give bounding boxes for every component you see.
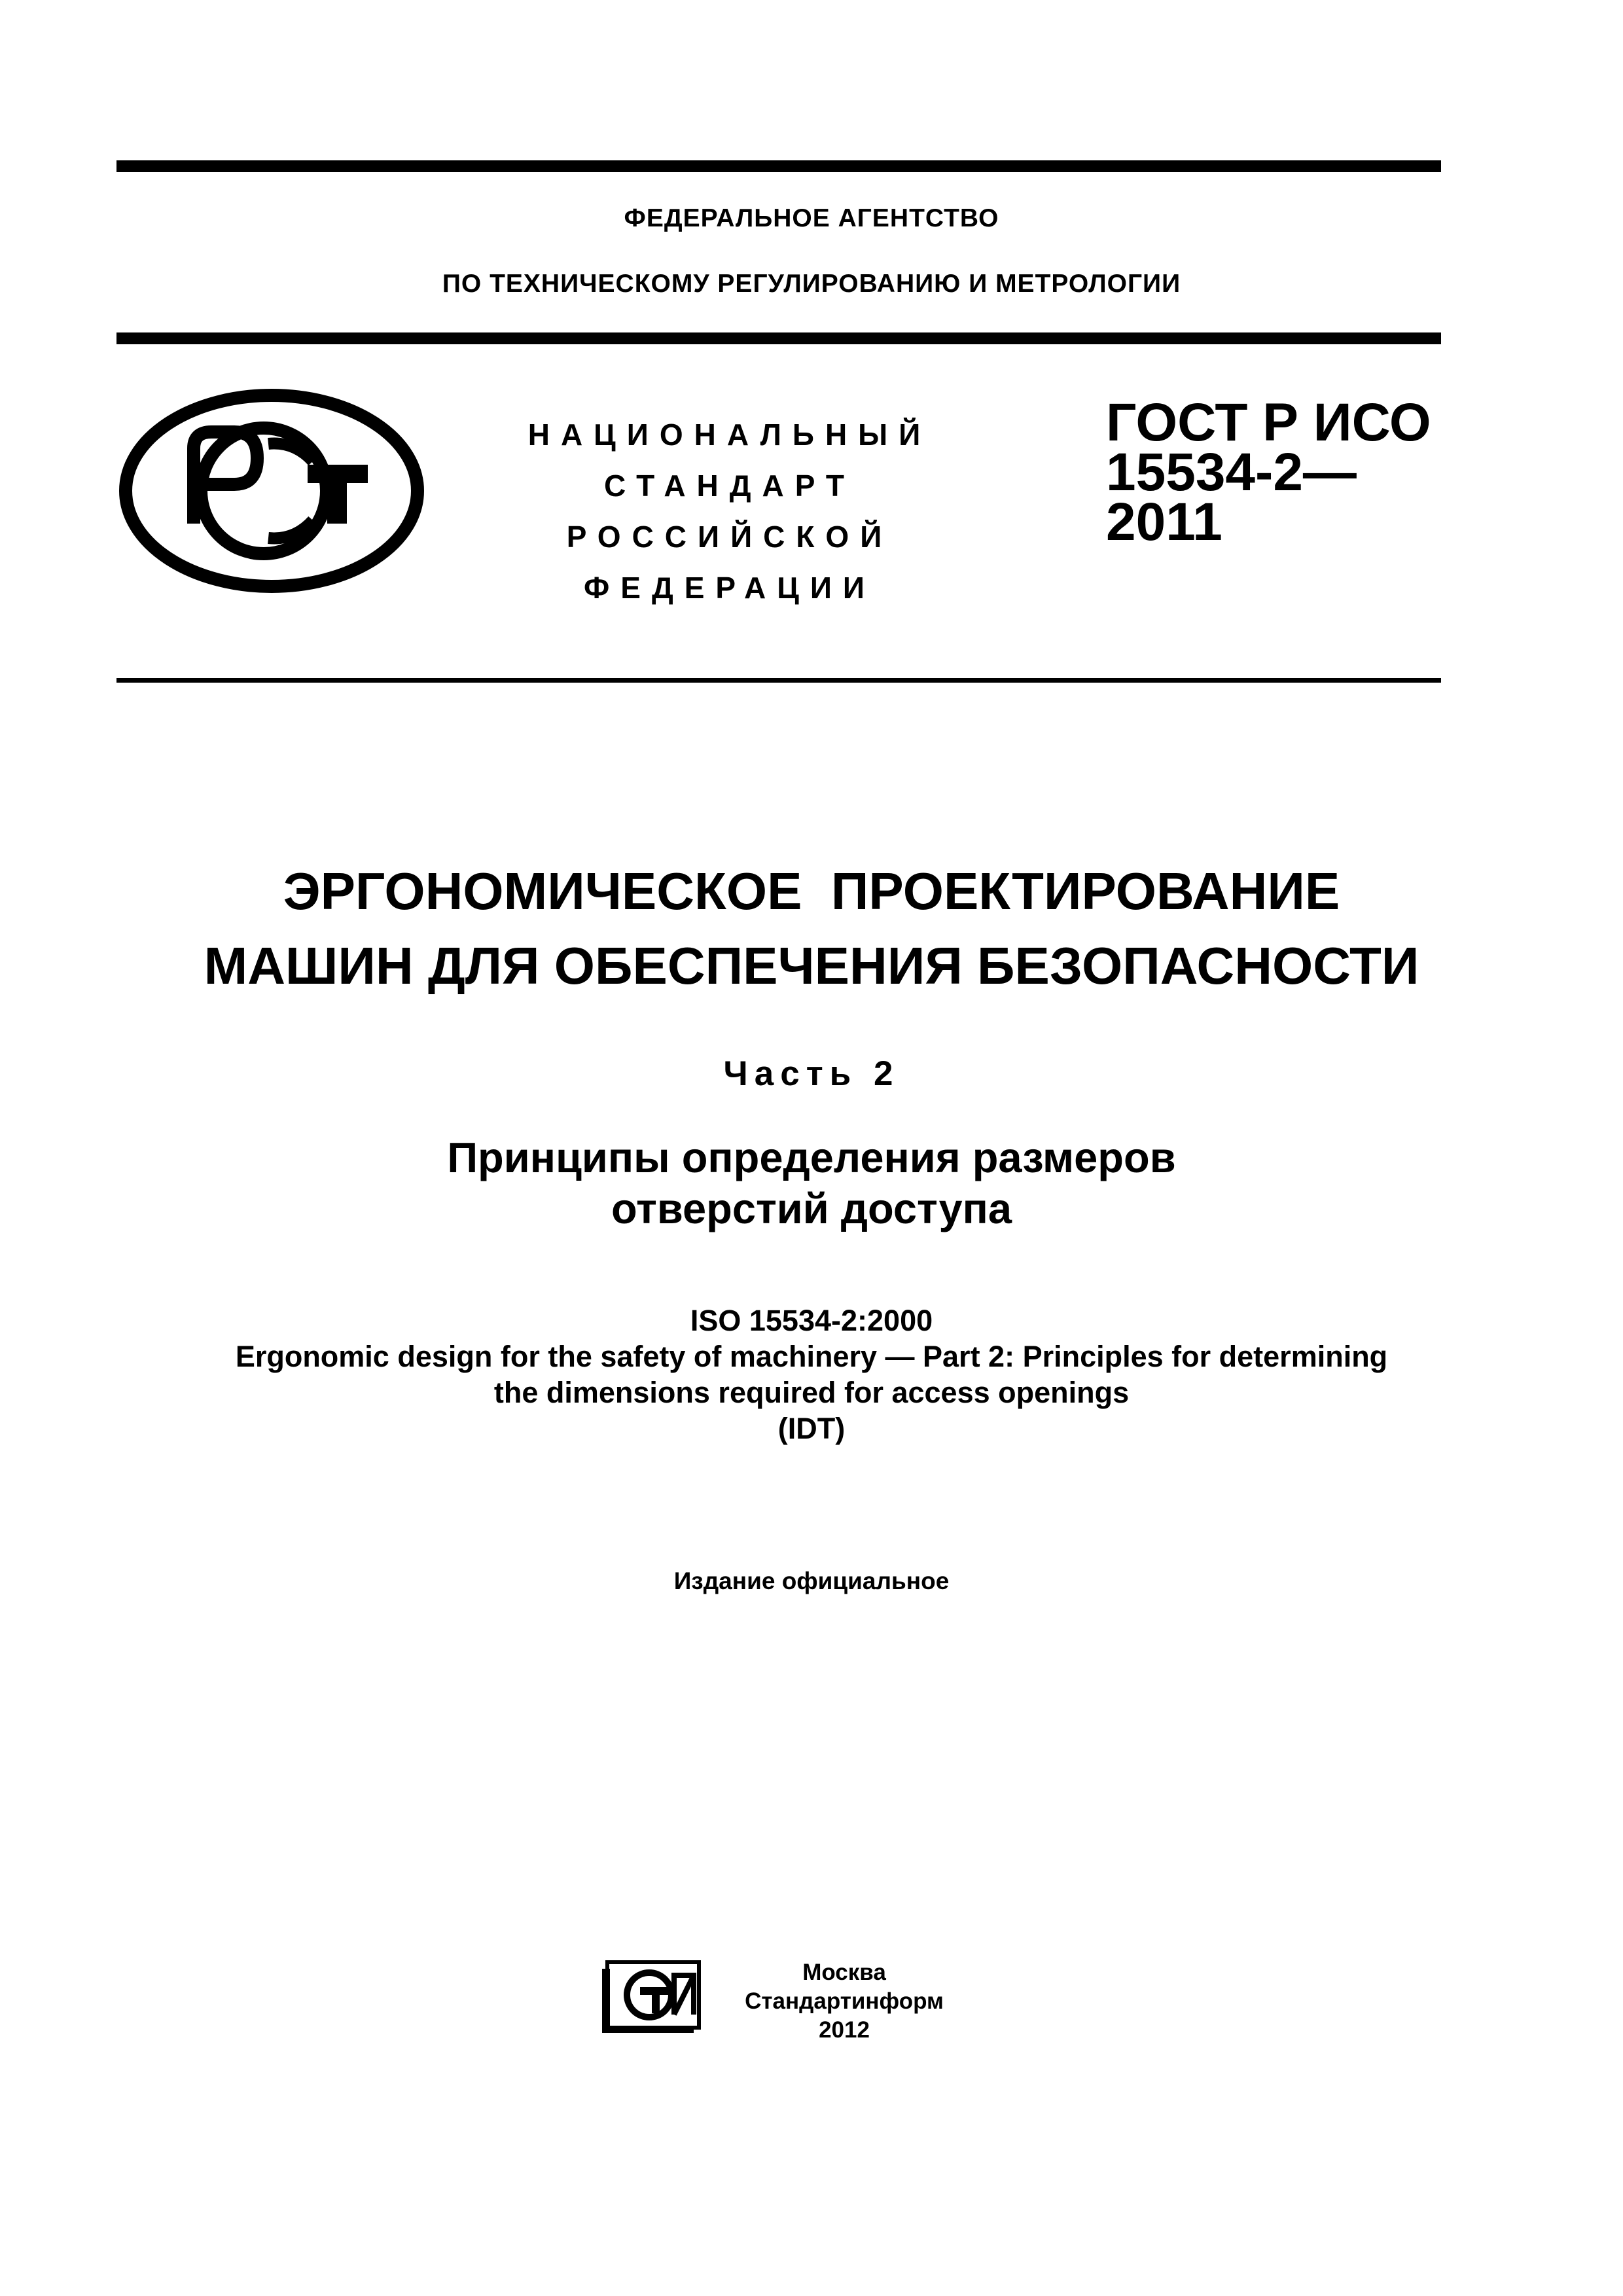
national-standard-line-2: СТАНДАРТ [604, 469, 855, 503]
designation-line-2: 15534-2— [1106, 442, 1357, 502]
standard-designation [1106, 393, 1446, 552]
edition-note: Издание официальное [673, 1568, 950, 1594]
top-rule [116, 160, 1441, 172]
iso-reference-line-4: (IDT) [777, 1412, 846, 1445]
document-subtitle [0, 1132, 1623, 1234]
publisher-city: Москва [802, 1960, 886, 1985]
title-line-2: МАШИН ДЛЯ ОБЕСПЕЧЕНИЯ БЕЗОПАСНОСТИ [204, 937, 1419, 995]
agency-line-1: ФЕДЕРАЛЬНОЕ АГЕНТСТВО [624, 204, 999, 232]
publisher-name: Стандартинформ [745, 1988, 944, 2014]
part-label: Часть 2 [723, 1054, 900, 1093]
document-title [0, 854, 1623, 1003]
title-line-1: ЭРГОНОМИЧЕСКОЕ ПРОЕКТИРОВАНИЕ [283, 862, 1340, 920]
rst-logo-icon [116, 386, 427, 596]
designation-line-3: 2011 [1106, 492, 1222, 552]
standartinform-logo-icon [602, 1956, 707, 2034]
national-standard-line-1: НАЦИОНАЛЬНЫЙ [527, 418, 932, 452]
agency-line-2: ПО ТЕХНИЧЕСКОМУ РЕГУЛИРОВАНИЮ И МЕТРОЛОГИИ [442, 270, 1181, 298]
middle-rule [116, 332, 1441, 344]
national-standard-line-3: РОССИЙСКОЙ [566, 520, 893, 554]
subtitle-line-1: Принципы определения размеров [447, 1134, 1176, 1181]
lower-rule [116, 678, 1441, 683]
iso-reference-line-2: Ergonomic design for the safety of machinery — Part 2: Principles for determining [235, 1340, 1388, 1373]
iso-reference-line-1: ISO 15534-2:2000 [690, 1304, 933, 1337]
national-standard-line-4: ФЕДЕРАЦИИ [584, 571, 876, 605]
publisher-info [726, 1958, 962, 2045]
national-standard-label [504, 409, 955, 613]
designation-line-1: ГОСТ Р ИСО [1106, 393, 1431, 452]
iso-reference-line-3: the dimensions required for access openings [493, 1376, 1130, 1409]
publisher-year: 2012 [819, 2017, 870, 2043]
iso-reference [0, 1302, 1623, 1446]
subtitle-line-2: отверстий доступа [611, 1185, 1012, 1232]
